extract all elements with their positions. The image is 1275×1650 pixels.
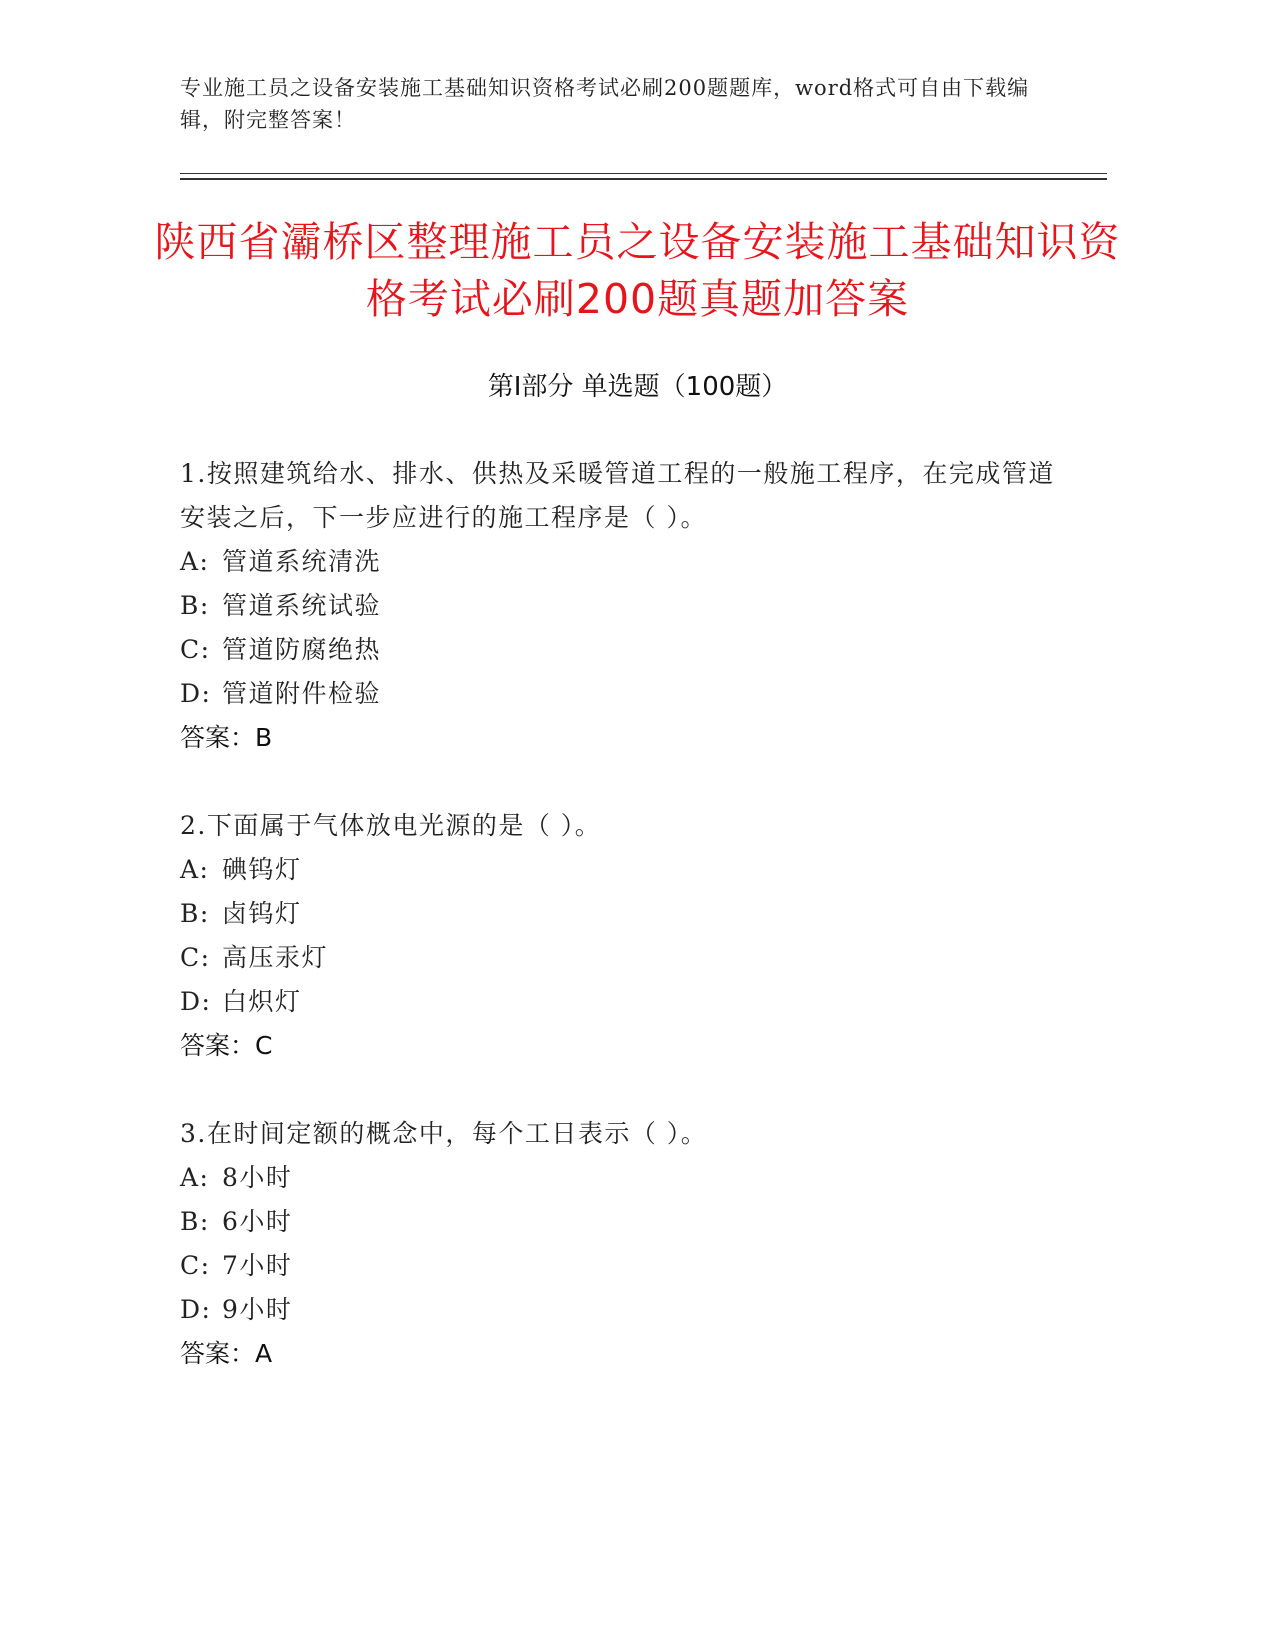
document-title: 陕西省灞桥区整理施工员之设备安装施工基础知识资格考试必刷200题真题加答案	[154, 218, 1121, 323]
option-b	[180, 1200, 1060, 1244]
option-d	[180, 1288, 1060, 1332]
option-b	[180, 892, 1060, 936]
option-a	[180, 1156, 1060, 1200]
option-d	[180, 980, 1060, 1024]
question-list	[180, 452, 1060, 1420]
option-c	[180, 1244, 1060, 1288]
option-text: 高压汞灯	[222, 943, 329, 972]
option-key: B:	[180, 1207, 210, 1236]
option-c	[180, 936, 1060, 980]
option-text: 白炽灯	[222, 987, 302, 1016]
option-key: A:	[180, 1163, 210, 1192]
option-d	[180, 672, 1060, 716]
question-2	[180, 804, 1060, 1068]
option-key: C:	[180, 635, 211, 664]
option-key: A:	[180, 855, 210, 884]
option-text: 卤钨灯	[222, 899, 302, 928]
option-text: 管道防腐绝热	[222, 635, 382, 664]
question-1	[180, 452, 1060, 760]
option-c	[180, 628, 1060, 672]
answer: 答案：C	[180, 1031, 273, 1060]
option-text: 6小时	[222, 1207, 293, 1236]
option-b	[180, 584, 1060, 628]
option-text: 碘钨灯	[222, 855, 302, 884]
answer: 答案：A	[180, 1339, 273, 1368]
option-text: 8小时	[222, 1163, 293, 1192]
option-key: C:	[180, 1251, 211, 1280]
header-note: 专业施工员之设备安装施工基础知识资格考试必刷200题题库，word格式可自由下载编辑，附完整答案！	[180, 76, 1030, 132]
answer: 答案：B	[180, 723, 273, 752]
option-text: 管道系统清洗	[222, 547, 382, 576]
option-key: B:	[180, 899, 210, 928]
option-key: A:	[180, 547, 210, 576]
option-text: 7小时	[222, 1251, 293, 1280]
question-3	[180, 1112, 1060, 1376]
option-key: C:	[180, 943, 211, 972]
option-key: D:	[180, 679, 212, 708]
option-a	[180, 540, 1060, 584]
question-stem: 1.按照建筑给水、排水、供热及采暖管道工程的一般施工程序，在完成管道安装之后，下一步应进行的施工程序是（ ）。	[180, 459, 1055, 532]
option-text: 9小时	[222, 1295, 293, 1324]
question-stem: 3.在时间定额的概念中，每个工日表示（ ）。	[180, 1119, 708, 1148]
header-divider-thin	[180, 173, 1107, 174]
option-a	[180, 848, 1060, 892]
option-text: 管道附件检验	[222, 679, 382, 708]
question-stem: 2.下面属于气体放电光源的是（ ）。	[180, 811, 602, 840]
option-key: D:	[180, 987, 212, 1016]
option-key: D:	[180, 1295, 212, 1324]
section-title: 第I部分 单选题（100题）	[487, 372, 788, 402]
option-key: B:	[180, 591, 210, 620]
header-divider-thick	[180, 178, 1107, 180]
option-text: 管道系统试验	[222, 591, 382, 620]
